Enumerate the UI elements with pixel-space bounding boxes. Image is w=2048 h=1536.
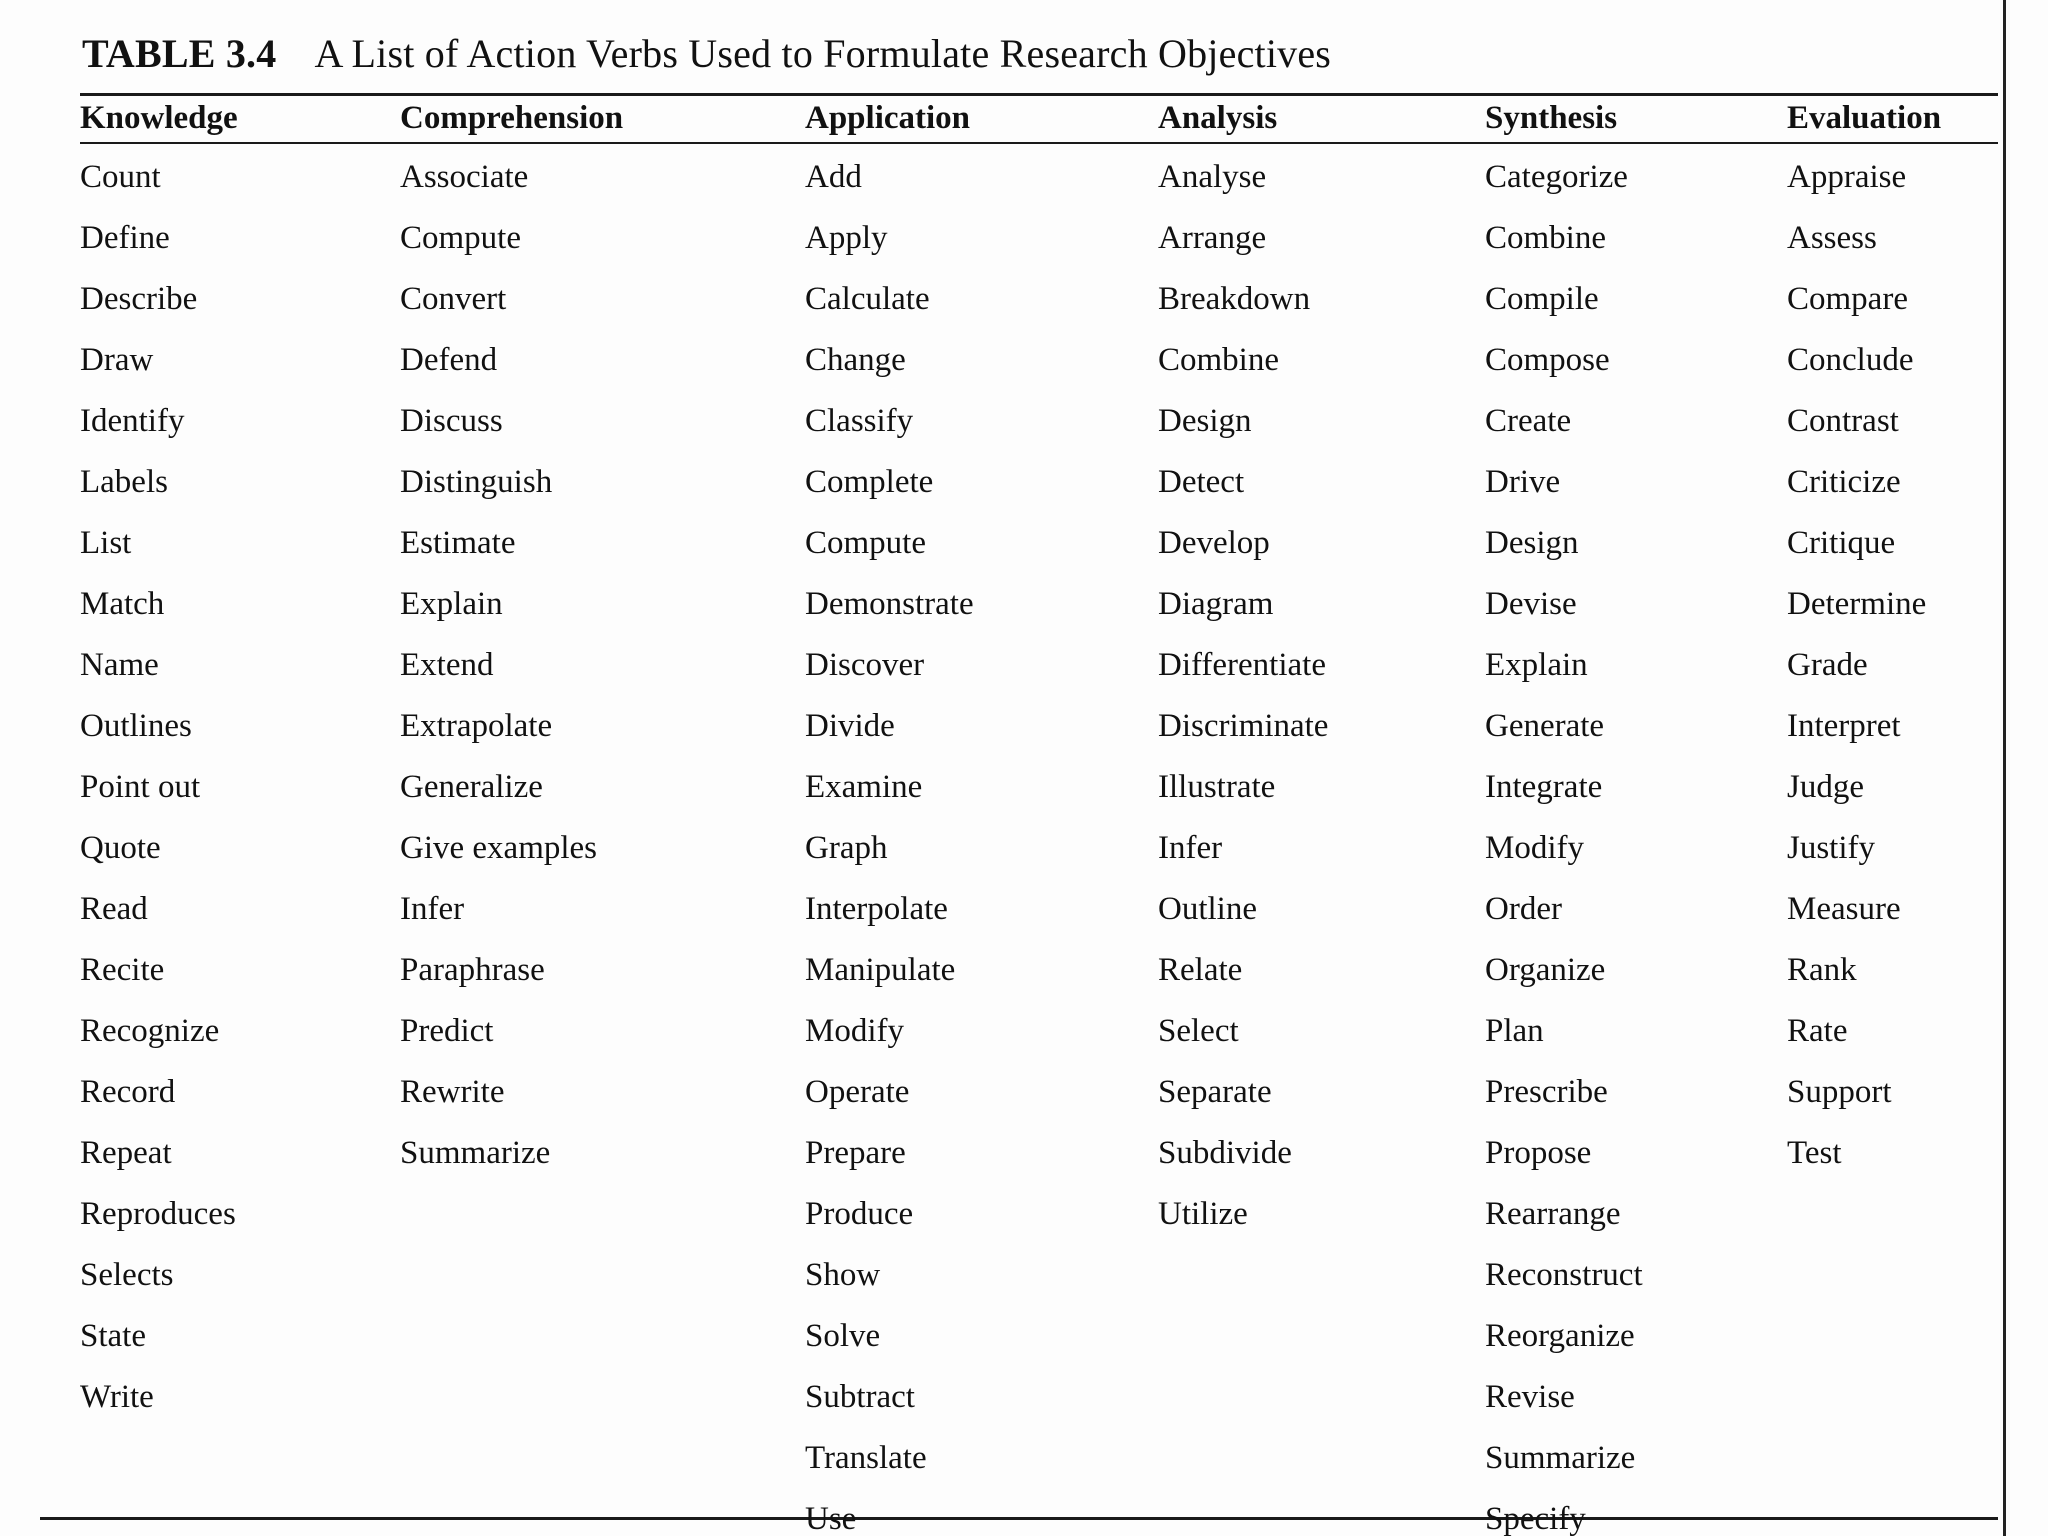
verb-item: Justify xyxy=(1787,830,1876,866)
verb-item: Combine xyxy=(1485,220,1606,256)
verb-list xyxy=(1485,154,1643,1536)
verb-item: Test xyxy=(1787,1135,1842,1171)
column-header: Comprehension xyxy=(400,100,624,136)
verb-item: Recite xyxy=(80,952,165,988)
verb-item: Outline xyxy=(1158,891,1257,927)
verb-item: Use xyxy=(805,1501,857,1536)
verb-item: Appraise xyxy=(1787,159,1907,195)
verb-item: Generalize xyxy=(400,769,543,805)
verb-item: Discuss xyxy=(400,403,503,439)
verb-list xyxy=(1787,154,1926,1191)
verb-item: Show xyxy=(805,1257,881,1293)
verb-item: Illustrate xyxy=(1158,769,1276,805)
verb-item: Outlines xyxy=(80,708,192,744)
verb-item: Extend xyxy=(400,647,494,683)
bottom-rule xyxy=(40,1517,1998,1520)
verb-item: Reorganize xyxy=(1485,1318,1635,1354)
verb-item: Categorize xyxy=(1485,159,1628,195)
verb-item: Infer xyxy=(1158,830,1223,866)
verb-item: Operate xyxy=(805,1074,910,1110)
verb-item: Assess xyxy=(1787,220,1877,256)
verb-item: Estimate xyxy=(400,525,516,561)
verb-item: Extrapolate xyxy=(400,708,553,744)
verb-item: Explain xyxy=(1485,647,1588,683)
verb-item: Conclude xyxy=(1787,342,1914,378)
verb-item: Interpret xyxy=(1787,708,1901,744)
verb-item: Paraphrase xyxy=(400,952,545,988)
verb-item: Breakdown xyxy=(1158,281,1311,317)
verb-item: Labels xyxy=(80,464,168,500)
verb-item: Measure xyxy=(1787,891,1901,927)
verb-item: Draw xyxy=(80,342,154,378)
verb-item: Judge xyxy=(1787,769,1864,805)
verb-item: Manipulate xyxy=(805,952,956,988)
verb-item: Grade xyxy=(1787,647,1868,683)
verb-item: Select xyxy=(1158,1013,1239,1049)
verb-item: Selects xyxy=(80,1257,174,1293)
verb-item: Modify xyxy=(1485,830,1584,866)
verb-item: Design xyxy=(1485,525,1579,561)
verb-item: Drive xyxy=(1485,464,1561,500)
verb-item: List xyxy=(80,525,132,561)
verb-item: Specify xyxy=(1485,1501,1586,1536)
verb-item: Modify xyxy=(805,1013,904,1049)
table-number: TABLE 3.4 xyxy=(82,31,277,76)
verb-item: Rate xyxy=(1787,1013,1848,1049)
verb-item: Convert xyxy=(400,281,507,317)
verb-item: Summarize xyxy=(1485,1440,1636,1476)
verb-item: Relate xyxy=(1158,952,1243,988)
verb-item: State xyxy=(80,1318,146,1354)
header-rule xyxy=(80,142,1998,144)
verb-item: Quote xyxy=(80,830,161,866)
verb-list xyxy=(400,154,597,1191)
verb-item: Calculate xyxy=(805,281,930,317)
verb-item: Contrast xyxy=(1787,403,1899,439)
verb-item: Give examples xyxy=(400,830,598,866)
verb-item: Organize xyxy=(1485,952,1606,988)
verb-item: Separate xyxy=(1158,1074,1272,1110)
verb-item: Divide xyxy=(805,708,895,744)
verb-item: Analyse xyxy=(1158,159,1267,195)
verb-item: Devise xyxy=(1485,586,1577,622)
verb-item: Add xyxy=(805,159,862,195)
verb-item: Discriminate xyxy=(1158,708,1329,744)
verb-item: Compile xyxy=(1485,281,1599,317)
page-edge-rule xyxy=(2003,0,2006,1536)
top-rule xyxy=(80,93,1998,96)
verb-list xyxy=(805,154,974,1536)
verb-item: Rewrite xyxy=(400,1074,505,1110)
verb-item: Examine xyxy=(805,769,923,805)
verb-item: Rearrange xyxy=(1485,1196,1621,1232)
column-header: Analysis xyxy=(1158,100,1278,136)
verb-item: Count xyxy=(80,159,161,195)
verb-item: Demonstrate xyxy=(805,586,974,622)
verb-item: Compare xyxy=(1787,281,1908,317)
verb-item: Reproduces xyxy=(80,1196,236,1232)
verb-item: Differentiate xyxy=(1158,647,1326,683)
verb-item: Generate xyxy=(1485,708,1605,744)
verb-item: Define xyxy=(80,220,170,256)
verb-item: Record xyxy=(80,1074,176,1110)
column-header: Evaluation xyxy=(1787,100,1942,136)
verb-item: Read xyxy=(80,891,148,927)
verb-item: Detect xyxy=(1158,464,1245,500)
verb-item: Point out xyxy=(80,769,201,805)
verb-item: Utilize xyxy=(1158,1196,1248,1232)
verb-item: Repeat xyxy=(80,1135,172,1171)
verb-item: Describe xyxy=(80,281,198,317)
verb-list xyxy=(1158,154,1328,1252)
verb-item: Support xyxy=(1787,1074,1892,1110)
verb-item: Plan xyxy=(1485,1013,1544,1049)
verb-item: Apply xyxy=(805,220,888,256)
verb-item: Propose xyxy=(1485,1135,1592,1171)
table-caption xyxy=(82,30,1331,77)
verb-item: Subtract xyxy=(805,1379,915,1415)
verb-item: Classify xyxy=(805,403,914,439)
verb-item: Change xyxy=(805,342,906,378)
table-title: A List of Action Verbs Used to Formulate Research Objectives xyxy=(314,31,1332,76)
verb-item: Develop xyxy=(1158,525,1270,561)
verb-item: Produce xyxy=(805,1196,914,1232)
column-header: Synthesis xyxy=(1485,100,1618,136)
verb-item: Design xyxy=(1158,403,1252,439)
verb-item: Diagram xyxy=(1158,586,1274,622)
verb-item: Solve xyxy=(805,1318,881,1354)
verb-item: Discover xyxy=(805,647,925,683)
verb-item: Recognize xyxy=(80,1013,220,1049)
verb-item: Compute xyxy=(805,525,926,561)
verb-item: Infer xyxy=(400,891,465,927)
verb-item: Integrate xyxy=(1485,769,1603,805)
verb-item: Criticize xyxy=(1787,464,1901,500)
verb-item: Translate xyxy=(805,1440,927,1476)
verb-item: Combine xyxy=(1158,342,1279,378)
verb-item: Identify xyxy=(80,403,185,439)
verb-item: Complete xyxy=(805,464,934,500)
verb-item: Graph xyxy=(805,830,888,866)
verb-list xyxy=(80,154,236,1435)
verb-item: Rank xyxy=(1787,952,1857,988)
verb-item: Write xyxy=(80,1379,154,1415)
verb-item: Determine xyxy=(1787,586,1927,622)
verb-item: Prescribe xyxy=(1485,1074,1608,1110)
column-header: Knowledge xyxy=(80,100,238,136)
verb-item: Revise xyxy=(1485,1379,1575,1415)
verb-item: Reconstruct xyxy=(1485,1257,1643,1293)
verb-item: Interpolate xyxy=(805,891,948,927)
verb-item: Subdivide xyxy=(1158,1135,1292,1171)
verb-item: Arrange xyxy=(1158,220,1267,256)
verb-item: Create xyxy=(1485,403,1572,439)
verb-item: Prepare xyxy=(805,1135,906,1171)
verb-item: Name xyxy=(80,647,159,683)
verb-item: Compose xyxy=(1485,342,1610,378)
verb-item: Order xyxy=(1485,891,1562,927)
verb-item: Summarize xyxy=(400,1135,551,1171)
verb-item: Match xyxy=(80,586,165,622)
verb-item: Critique xyxy=(1787,525,1896,561)
verb-item: Associate xyxy=(400,159,529,195)
verb-item: Explain xyxy=(400,586,503,622)
verb-item: Compute xyxy=(400,220,521,256)
column-header: Application xyxy=(805,100,971,136)
verb-item: Predict xyxy=(400,1013,494,1049)
verb-item: Distinguish xyxy=(400,464,553,500)
verb-item: Defend xyxy=(400,342,498,378)
